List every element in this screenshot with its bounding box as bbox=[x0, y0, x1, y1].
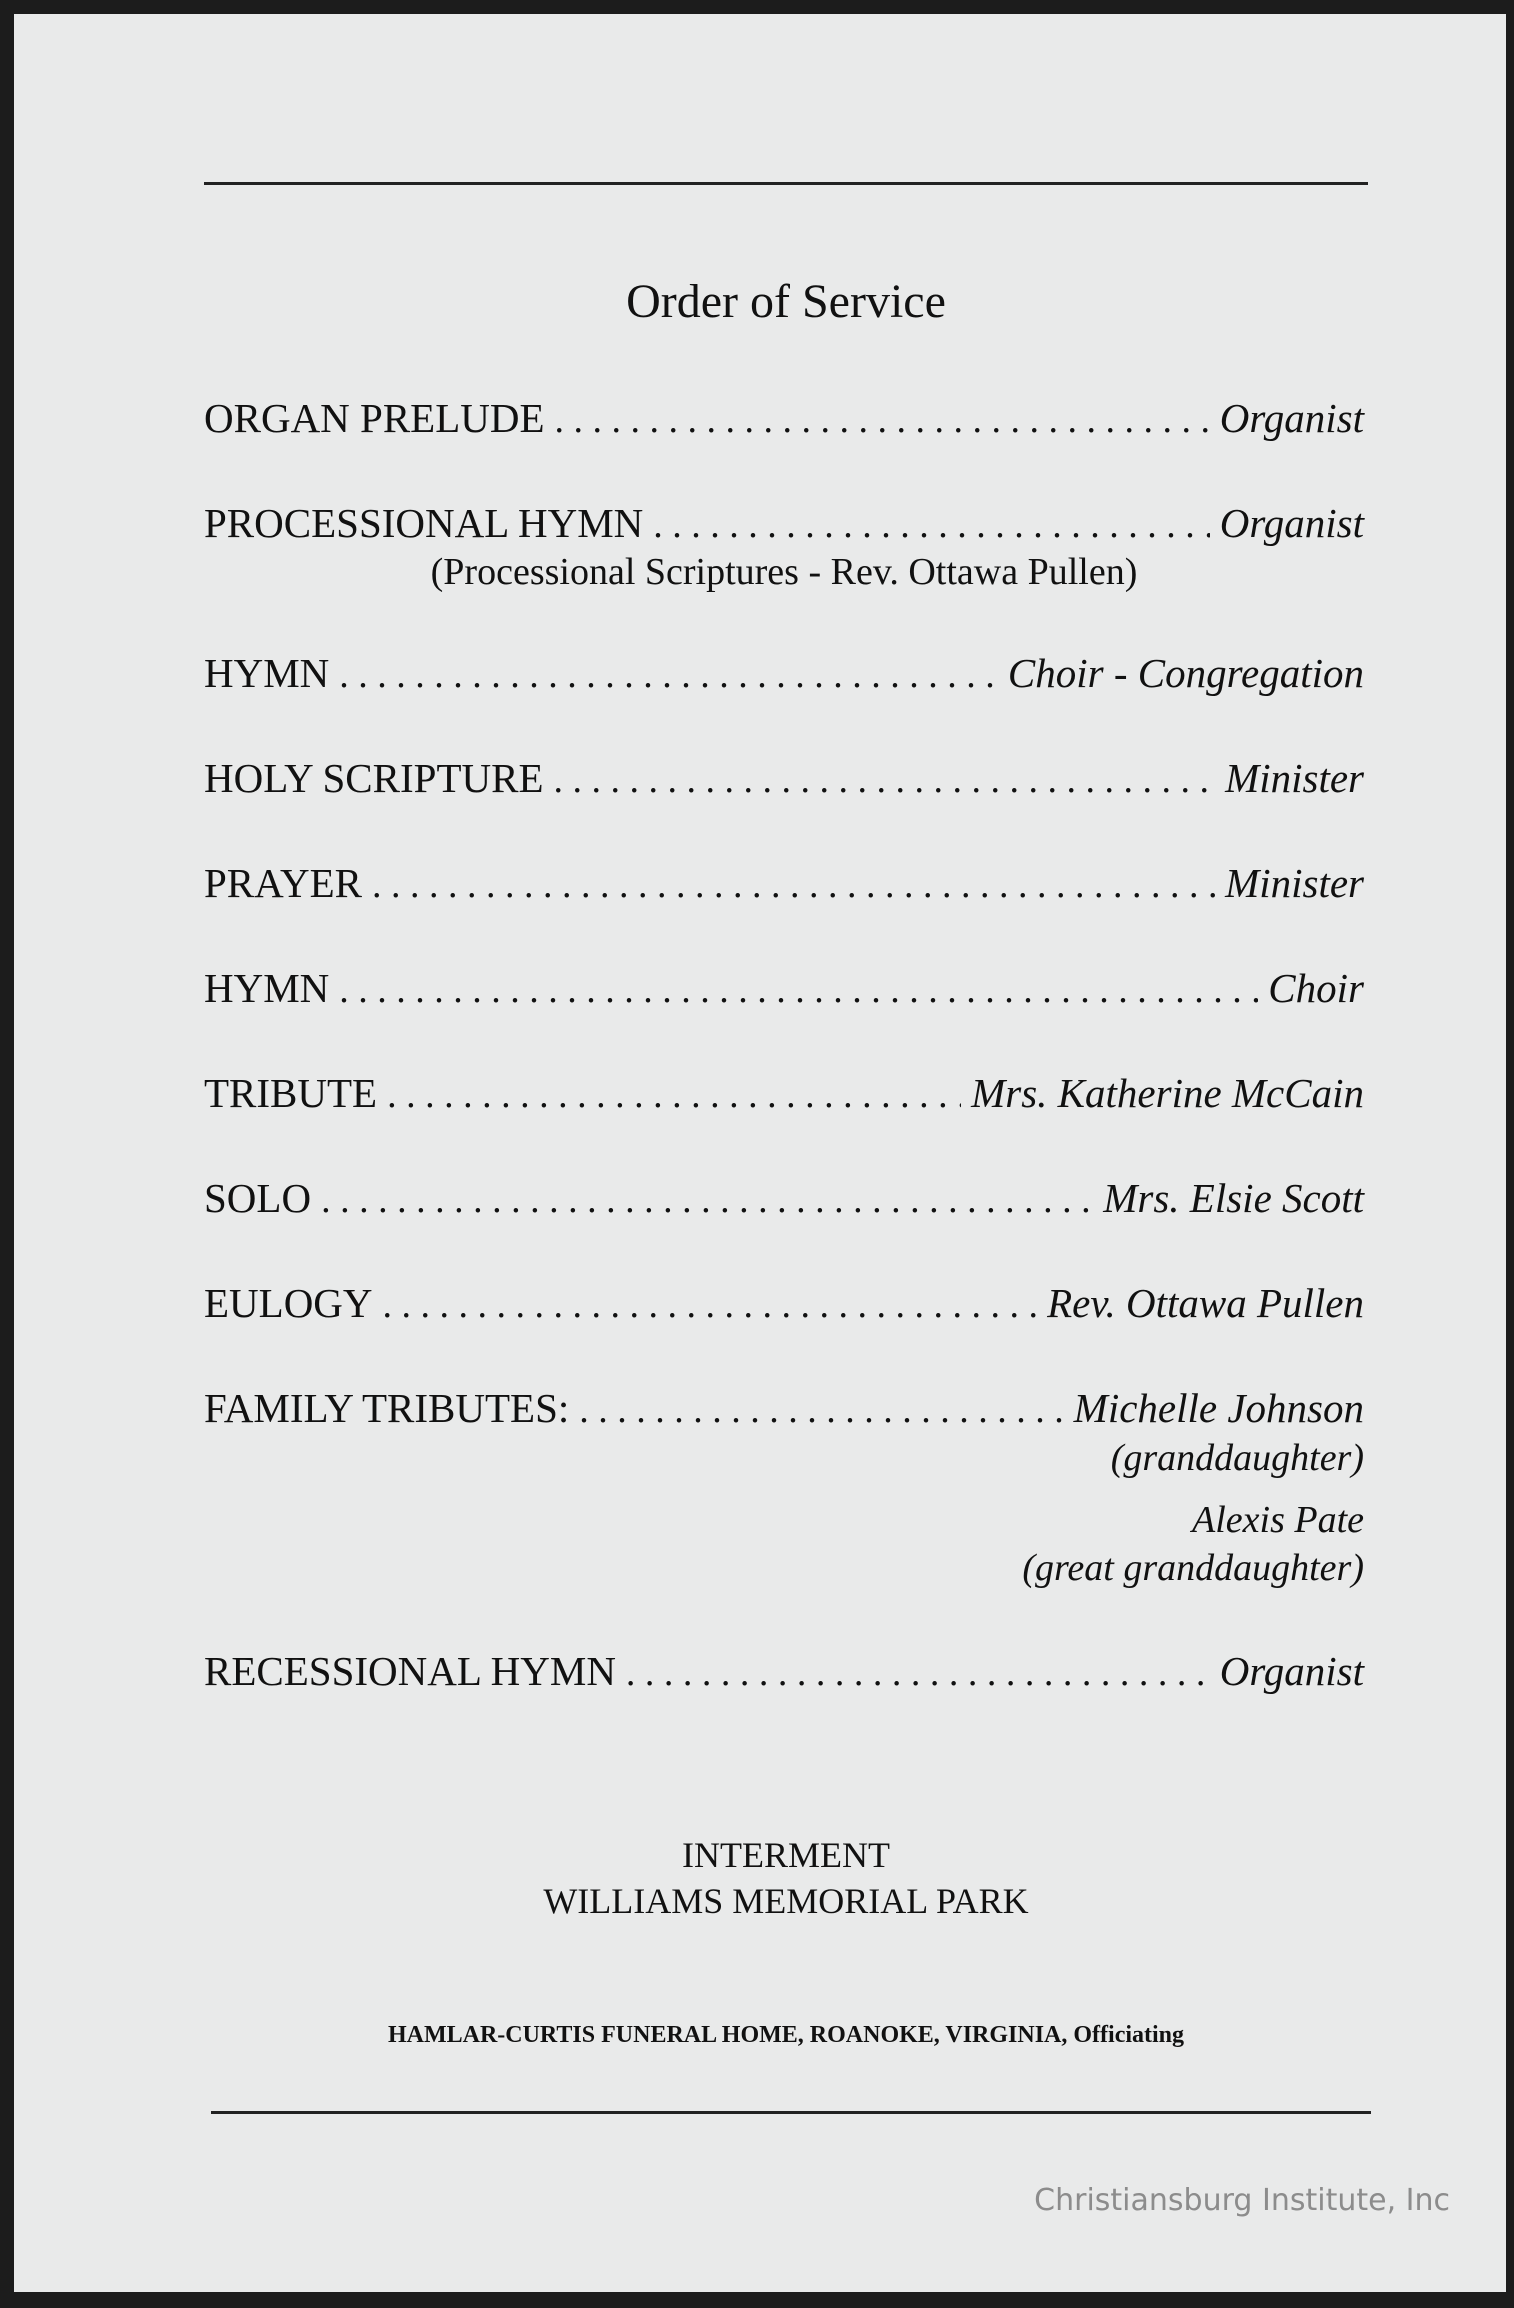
service-item bbox=[204, 1069, 1364, 1119]
service-item bbox=[204, 1279, 1364, 1329]
item-role-relation: (great granddaughter) bbox=[1022, 1547, 1364, 1589]
item-label: FAMILY TRIBUTES: bbox=[204, 1385, 570, 1431]
item-role: Mrs. Katherine McCain bbox=[971, 1070, 1364, 1116]
funeral-home-credit: HAMLAR-CURTIS FUNERAL HOME, ROANOKE, VIRGINIA, Officiating bbox=[387, 2022, 1185, 2048]
interment-block bbox=[14, 1832, 1514, 1924]
item-role: Rev. Ottawa Pullen bbox=[1047, 1280, 1364, 1326]
dot-leader bbox=[372, 861, 1215, 909]
dot-leader bbox=[339, 966, 1258, 1014]
item-label: PRAYER bbox=[204, 860, 362, 906]
item-role: Organist bbox=[1219, 395, 1364, 441]
item-role-name: Alexis Pate bbox=[1192, 1499, 1364, 1541]
dot-leader bbox=[626, 1649, 1210, 1697]
item-label: SOLO bbox=[204, 1175, 312, 1221]
item-label: HYMN bbox=[204, 965, 330, 1011]
item-label: PROCESSIONAL HYMN bbox=[204, 500, 644, 546]
item-role-relation: (granddaughter) bbox=[1110, 1437, 1364, 1479]
interment-heading: INTERMENT bbox=[682, 1835, 890, 1875]
watermark-text: Christiansburg Institute, Inc bbox=[1034, 2183, 1450, 2218]
dot-leader bbox=[653, 501, 1209, 549]
bottom-divider bbox=[211, 2111, 1371, 2114]
service-item bbox=[204, 964, 1364, 1014]
service-item bbox=[204, 649, 1364, 699]
item-label: ORGAN PRELUDE bbox=[204, 395, 545, 441]
item-role: Minister bbox=[1225, 860, 1364, 906]
order-of-service-list bbox=[204, 394, 1364, 1697]
item-role: Organist bbox=[1219, 500, 1364, 546]
dot-leader bbox=[387, 1071, 961, 1119]
item-label: HYMN bbox=[204, 650, 330, 696]
item-role: Minister bbox=[1225, 755, 1364, 801]
item-label: EULOGY bbox=[204, 1280, 373, 1326]
item-role: Choir bbox=[1268, 965, 1364, 1011]
item-role: Choir - Congregation bbox=[1007, 650, 1364, 696]
dot-leader bbox=[383, 1281, 1038, 1329]
service-item bbox=[204, 859, 1364, 909]
service-item bbox=[204, 754, 1364, 804]
item-label: RECESSIONAL HYMN bbox=[204, 1648, 616, 1694]
dot-leader bbox=[554, 756, 1216, 804]
program-page bbox=[14, 14, 1506, 2292]
item-role: Organist bbox=[1219, 1648, 1364, 1694]
service-item bbox=[204, 1647, 1364, 1697]
item-role: Michelle Johnson bbox=[1073, 1385, 1364, 1431]
item-label: TRIBUTE bbox=[204, 1070, 378, 1116]
service-item bbox=[204, 1174, 1364, 1224]
item-note: (Processional Scriptures - Rev. Ottawa Pullen) bbox=[430, 551, 1138, 593]
dot-leader bbox=[339, 651, 998, 699]
service-item bbox=[204, 394, 1364, 444]
item-role: Mrs. Elsie Scott bbox=[1103, 1175, 1364, 1221]
top-divider bbox=[204, 182, 1368, 185]
service-item bbox=[204, 1384, 1364, 1592]
dot-leader bbox=[555, 396, 1210, 444]
dot-leader bbox=[579, 1386, 1063, 1434]
dot-leader bbox=[321, 1176, 1093, 1224]
page-title: Order of Service bbox=[626, 275, 946, 328]
item-label: HOLY SCRIPTURE bbox=[204, 755, 544, 801]
interment-location: WILLIAMS MEMORIAL PARK bbox=[543, 1881, 1029, 1921]
service-item bbox=[204, 499, 1364, 595]
